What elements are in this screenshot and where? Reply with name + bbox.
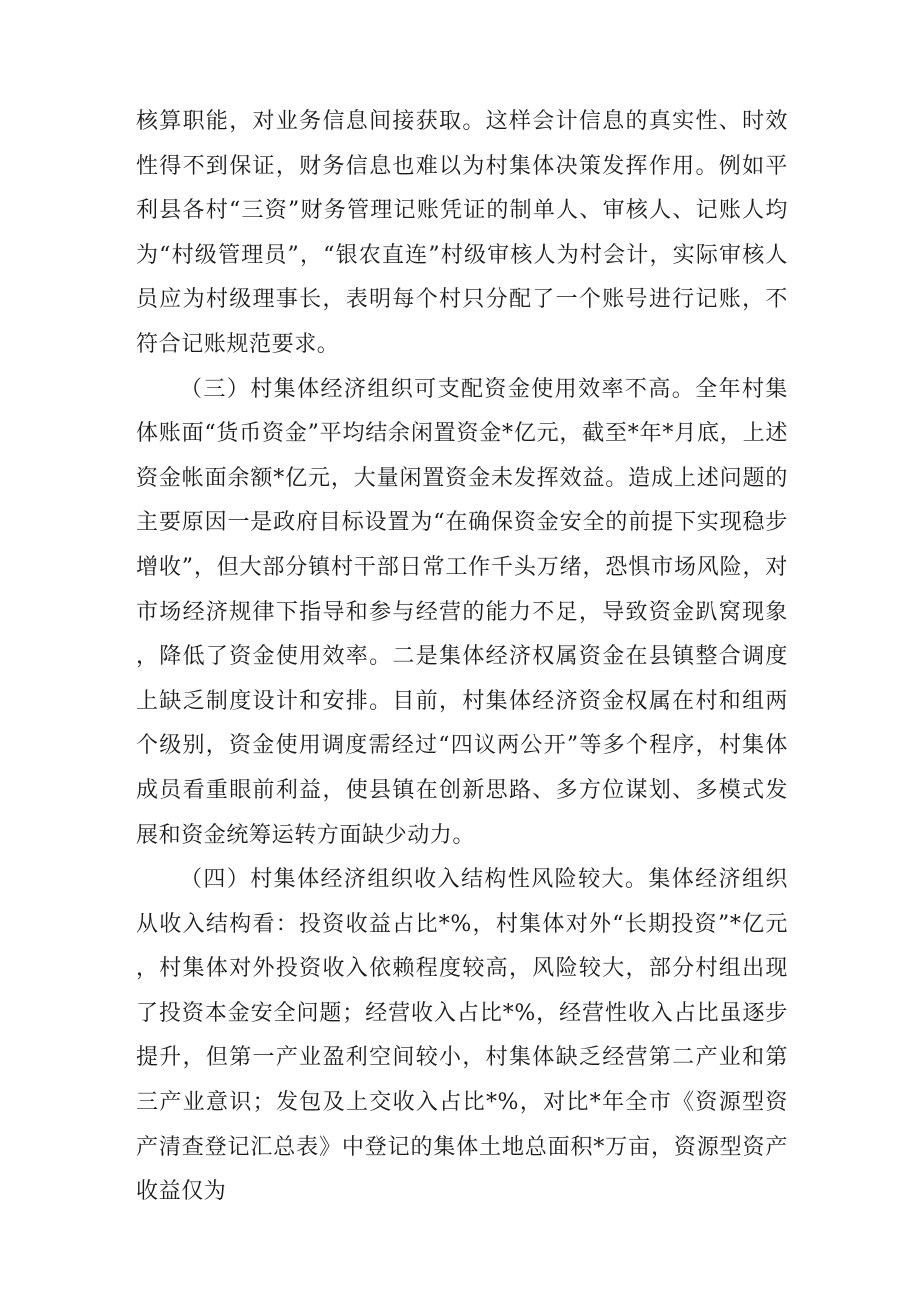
paragraph-accounting-info: 核算职能，对业务信息间接获取。这样会计信息的真实性、时效性得不到保证，财务信息也难以为村集体决策发挥作用。例如平利县各村“三资”财务管理记账凭证的制单人、审核人、记账人均为“村级管理员”，“银农直连”村级审核人为村会计，实际审核人员应为村级理事长，表明每个村只分配了一个账号进行记账，不符合记账规范要求。 (136, 109, 788, 357)
paragraph-section-four-income-risk: （四）村集体经济组织收入结构性风险较大。集体经济组织从收入结构看：投资收益占比*%，村集体对外“长期投资”*亿元，村集体对外投资收入依赖程度较高，风险较大，部分村组出现了投资本金安全问题；经营收入占比*%，经营性收入占比虽逐步提升，但第一产业盈利空间较小，村集体缺乏经营第二产业和第三产业意识；发包及上交收入占比*%，对比*年全市《资源型资产清查登记汇总表》中登记的集体土地总面积*万亩，资源型资产收益仅为 (136, 867, 788, 1205)
document-page (136, 100, 788, 1215)
paragraph-section-three-idle-funds: （三）村集体经济组织可支配资金使用效率不高。全年村集体账面“货币资金”平均结余闲置资金*亿元，截至*年*月底，上述资金帐面余额*亿元，大量闲置资金未发挥效益。造成上述问题的主要原因一是政府目标设置为“在确保资金安全的前提下实现稳步增收”，但大部分镇村干部日常工作千头万绪，恐惧市场风险，对市场经济规律下指导和参与经营的能力不足，导致资金趴窝现象，降低了资金使用效率。二是集体经济权属资金在县镇整合调度上缺乏制度设计和安排。目前，村集体经济资金权属在村和组两个级别，资金使用调度需经过“四议两公开”等多个程序，村集体成员看重眼前利益，使县镇在创新思路、多方位谋划、多模式发展和资金统筹运转方面缺少动力。 (136, 376, 788, 848)
